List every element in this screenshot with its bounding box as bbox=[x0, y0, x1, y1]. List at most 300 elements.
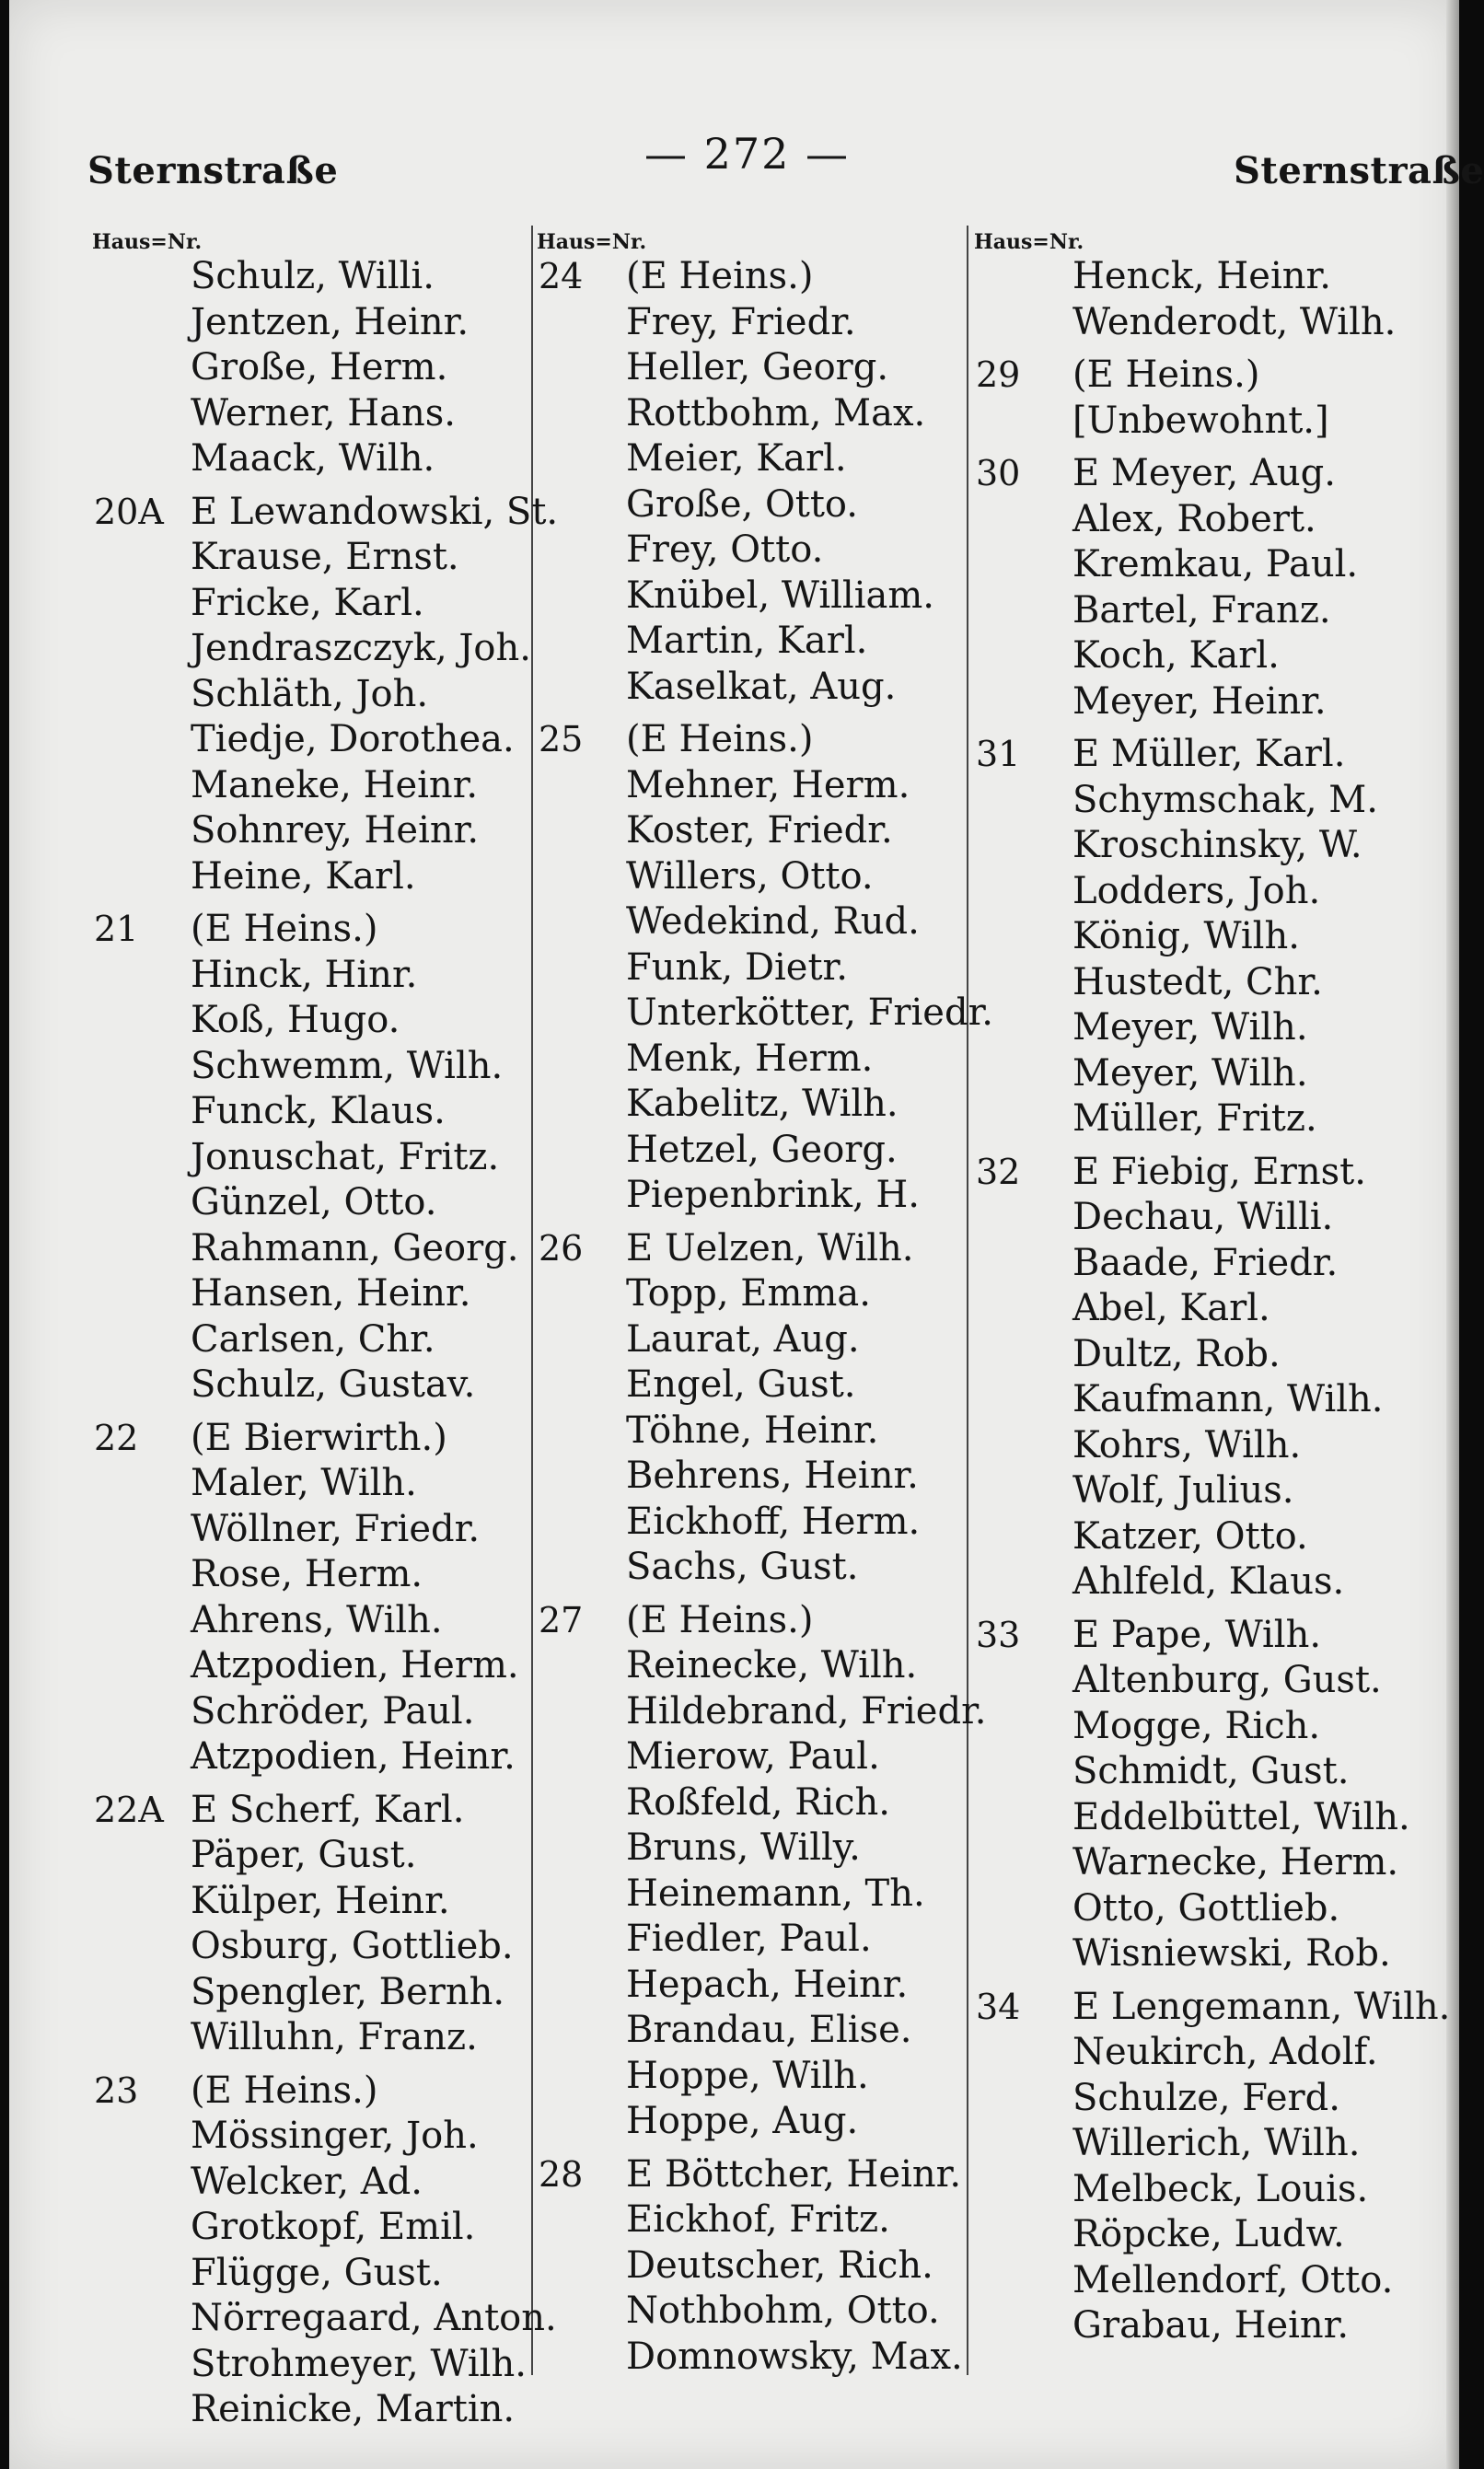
resident-name: Menk, Herm. bbox=[626, 1037, 874, 1080]
directory-entry bbox=[976, 1704, 1455, 1750]
directory-entry bbox=[976, 2212, 1455, 2258]
directory-entry bbox=[976, 353, 1455, 399]
entry-gap bbox=[539, 710, 962, 717]
directory-entry bbox=[94, 854, 527, 900]
directory-entry bbox=[94, 1552, 527, 1598]
directory-entry bbox=[94, 2114, 527, 2160]
resident-name: Altenburg, Gust. bbox=[1072, 1659, 1382, 1701]
resident-name: Warnecke, Herm. bbox=[1072, 1841, 1399, 1884]
directory-entry bbox=[539, 1963, 962, 2009]
directory-entry bbox=[94, 1598, 527, 1644]
resident-name: Mössinger, Joh. bbox=[191, 2115, 479, 2157]
resident-name: Koch, Karl. bbox=[1072, 634, 1280, 677]
resident-name: Knübel, William. bbox=[626, 574, 934, 617]
resident-name: Schulz, Gustav. bbox=[191, 1363, 476, 1406]
directory-entry bbox=[539, 1037, 962, 1083]
resident-name: Maack, Wilh. bbox=[191, 437, 435, 480]
resident-name: Koster, Friedr. bbox=[626, 809, 893, 852]
resident-name: Tiedje, Dorothea. bbox=[191, 718, 515, 760]
directory-entry bbox=[976, 300, 1455, 346]
resident-name: Sachs, Gust. bbox=[626, 1546, 859, 1588]
house-number: 27 bbox=[539, 1599, 584, 1640]
resident-name: E Uelzen, Wilh. bbox=[626, 1226, 914, 1269]
directory-entry bbox=[976, 1886, 1455, 1932]
resident-name: Rahmann, Georg. bbox=[191, 1226, 519, 1269]
resident-name: E Müller, Karl. bbox=[1072, 733, 1346, 775]
house-number: 29 bbox=[976, 354, 1021, 395]
directory-entry bbox=[976, 254, 1455, 300]
directory-entry bbox=[539, 808, 962, 854]
resident-name: Hoppe, Aug. bbox=[626, 2100, 859, 2142]
house-number: 24 bbox=[539, 256, 584, 296]
house-number: 32 bbox=[976, 1151, 1021, 1192]
entry-gap bbox=[539, 1591, 962, 1598]
resident-name: Hustedt, Chr. bbox=[1072, 960, 1323, 1003]
directory-entry bbox=[539, 717, 962, 763]
directory-entry bbox=[976, 1051, 1455, 1097]
entry-gap bbox=[976, 724, 1455, 732]
resident-name: Maler, Wilh. bbox=[191, 1462, 417, 1504]
resident-name: Mellendorf, Otto. bbox=[1072, 2258, 1394, 2301]
directory-entry bbox=[539, 2008, 962, 2054]
resident-name: Wolf, Julius. bbox=[1072, 1469, 1294, 1512]
resident-name: Alex, Robert. bbox=[1072, 497, 1316, 540]
directory-entry bbox=[976, 1096, 1455, 1142]
resident-name: Martin, Karl. bbox=[626, 620, 868, 662]
column-divider bbox=[967, 226, 968, 2375]
resident-name: Meyer, Wilh. bbox=[1072, 1006, 1308, 1049]
resident-name: (E Heins.) bbox=[191, 908, 378, 950]
resident-name: Eickhof, Fritz. bbox=[626, 2198, 890, 2241]
directory-entry bbox=[976, 1931, 1455, 1977]
resident-name: [Unbewohnt.] bbox=[1072, 399, 1329, 442]
directory-entry bbox=[94, 535, 527, 581]
resident-name: Behrens, Heinr. bbox=[626, 1455, 919, 1497]
directory-entry bbox=[94, 1734, 527, 1780]
entry-gap bbox=[976, 345, 1455, 353]
resident-name: Werner, Hans. bbox=[191, 391, 456, 435]
resident-name: Krause, Ernst. bbox=[191, 536, 459, 578]
resident-name: Töhne, Heinr. bbox=[626, 1408, 879, 1452]
directory-entry bbox=[976, 1985, 1455, 2031]
directory-entry bbox=[539, 1408, 962, 1455]
resident-name: E Meyer, Aug. bbox=[1072, 452, 1336, 494]
resident-name: Atzpodien, Herm. bbox=[191, 1644, 519, 1687]
directory-entry bbox=[539, 1226, 962, 1272]
resident-name: E Lengemann, Wilh. bbox=[1072, 1985, 1451, 2028]
resident-name: Wöllner, Friedr. bbox=[191, 1507, 481, 1550]
directory-entry bbox=[976, 399, 1455, 445]
resident-name: Schulz, Willi. bbox=[191, 255, 435, 297]
page-number: — 272 — bbox=[644, 129, 851, 179]
column-header: Haus=Nr. bbox=[537, 230, 647, 254]
resident-name: Henck, Heinr. bbox=[1072, 255, 1331, 297]
resident-name: Eddelbüttel, Wilh. bbox=[1072, 1795, 1410, 1838]
directory-entry bbox=[94, 2205, 527, 2251]
resident-name: König, Wilh. bbox=[1072, 915, 1300, 957]
directory-entry bbox=[976, 1377, 1455, 1423]
resident-name: Abel, Karl. bbox=[1072, 1287, 1270, 1329]
directory-entry bbox=[976, 732, 1455, 778]
resident-name: Rose, Herm. bbox=[191, 1553, 423, 1595]
house-number: 20A bbox=[94, 491, 164, 532]
resident-name: Domnowsky, Max. bbox=[626, 2335, 963, 2378]
resident-name: (E Bierwirth.) bbox=[191, 1416, 447, 1459]
directory-entry bbox=[976, 1241, 1455, 1287]
entry-gap bbox=[539, 2145, 962, 2152]
resident-name: Kroschinsky, W. bbox=[1072, 824, 1362, 866]
entry-gap bbox=[94, 2061, 527, 2069]
resident-name: Schulze, Ferd. bbox=[1072, 2076, 1340, 2119]
resident-name: Sohnrey, Heinr. bbox=[191, 809, 480, 852]
directory-entry bbox=[539, 665, 962, 711]
resident-name: E Pape, Wilh. bbox=[1072, 1613, 1322, 1656]
resident-name: Maneke, Heinr. bbox=[191, 763, 479, 806]
directory-entry bbox=[976, 1423, 1455, 1469]
directory-entry bbox=[94, 1879, 527, 1925]
resident-name: Nothbohm, Otto. bbox=[626, 2289, 940, 2332]
resident-name: Willers, Otto. bbox=[626, 854, 874, 898]
directory-entry bbox=[539, 1826, 962, 1872]
resident-name: (E Heins.) bbox=[1072, 354, 1260, 396]
directory-entry bbox=[976, 1468, 1455, 1514]
resident-name: Frey, Friedr. bbox=[626, 300, 856, 343]
directory-entry bbox=[94, 2342, 527, 2388]
resident-name: Kaufmann, Wilh. bbox=[1072, 1378, 1384, 1420]
house-number: 22A bbox=[94, 1789, 164, 1830]
directory-entry bbox=[539, 991, 994, 1037]
house-number: 30 bbox=[976, 453, 1021, 493]
resident-name: Kohrs, Wilh. bbox=[1072, 1423, 1302, 1466]
directory-entry bbox=[94, 1089, 527, 1135]
resident-name: Ahlfeld, Klaus. bbox=[1072, 1560, 1345, 1603]
directory-entry bbox=[94, 1643, 527, 1689]
resident-name: Bruns, Willy. bbox=[626, 1826, 861, 1869]
resident-name: Kremkau, Paul. bbox=[1072, 543, 1359, 585]
directory-entry bbox=[94, 1924, 527, 1970]
directory-entry bbox=[539, 2054, 962, 2100]
directory-entry bbox=[976, 2076, 1455, 2122]
resident-name: Mogge, Rich. bbox=[1072, 1704, 1321, 1747]
directory-entry bbox=[94, 1970, 527, 2016]
directory-entry bbox=[539, 482, 962, 528]
resident-name: Fiedler, Paul. bbox=[626, 1918, 872, 1960]
running-head-left: Sternstraße bbox=[87, 149, 339, 192]
resident-name: Funck, Klaus. bbox=[191, 1090, 446, 1132]
directory-entry bbox=[976, 1795, 1455, 1841]
resident-name: Schymschak, M. bbox=[1072, 778, 1378, 821]
resident-name: (E Heins.) bbox=[191, 2069, 378, 2112]
directory-entry bbox=[976, 497, 1455, 543]
directory-entry bbox=[976, 823, 1455, 869]
resident-name: Laurat, Aug. bbox=[626, 1317, 860, 1361]
directory-entry bbox=[94, 2296, 557, 2342]
directory-entry bbox=[976, 1840, 1455, 1886]
directory-entry bbox=[539, 574, 962, 620]
house-number: 23 bbox=[94, 2069, 139, 2111]
directory-entry bbox=[94, 254, 527, 300]
directory-entry bbox=[539, 1689, 987, 1735]
resident-name: Kaselkat, Aug. bbox=[626, 665, 897, 708]
directory-entry bbox=[94, 1044, 527, 1090]
directory-entry bbox=[94, 672, 527, 718]
directory-entry bbox=[94, 2015, 527, 2061]
resident-name: Carlsen, Chr. bbox=[191, 1317, 435, 1361]
resident-name: Günzel, Otto. bbox=[191, 1181, 437, 1223]
resident-name: Brandau, Elise. bbox=[626, 2009, 912, 2051]
directory-entry bbox=[94, 1788, 527, 1834]
directory-entry bbox=[94, 490, 559, 536]
resident-name: Große, Herm. bbox=[191, 346, 448, 388]
entry-gap bbox=[539, 1219, 962, 1226]
resident-name: (E Heins.) bbox=[626, 255, 814, 297]
entry-gap bbox=[976, 1977, 1455, 1985]
directory-entry bbox=[976, 1150, 1455, 1196]
directory-entry bbox=[539, 254, 962, 300]
resident-name: E Scherf, Karl. bbox=[191, 1788, 465, 1831]
directory-entry bbox=[94, 1226, 527, 1272]
resident-name: Neukirch, Adolf. bbox=[1072, 2031, 1378, 2073]
resident-name: Heller, Georg. bbox=[626, 346, 889, 388]
directory-entry bbox=[539, 619, 962, 665]
resident-name: Deutscher, Rich. bbox=[626, 2243, 933, 2287]
resident-name: (E Heins.) bbox=[626, 1598, 814, 1641]
directory-entry bbox=[539, 527, 962, 574]
directory-entry bbox=[94, 391, 527, 437]
directory-entry bbox=[539, 1500, 962, 1546]
resident-name: Hinck, Hinr. bbox=[191, 953, 418, 996]
directory-entry bbox=[976, 2303, 1455, 2349]
column-header: Haus=Nr. bbox=[974, 230, 1084, 254]
directory-entry bbox=[976, 679, 1455, 725]
directory-entry bbox=[976, 2258, 1455, 2304]
directory-entry bbox=[976, 869, 1455, 915]
resident-name: (E Heins.) bbox=[626, 718, 814, 760]
resident-name: Koß, Hugo. bbox=[191, 999, 400, 1041]
directory-entry bbox=[976, 1286, 1455, 1332]
resident-name: Ahrens, Wilh. bbox=[191, 1598, 443, 1641]
directory-entry bbox=[539, 391, 962, 437]
house-number: 26 bbox=[539, 1227, 584, 1269]
directory-entry bbox=[976, 2030, 1455, 2076]
column-right bbox=[976, 230, 1455, 2349]
directory-entry bbox=[94, 953, 527, 999]
entry-gap bbox=[94, 1408, 527, 1416]
directory-entry bbox=[94, 1135, 527, 1181]
directory-entry bbox=[976, 2121, 1455, 2167]
resident-name: Fricke, Karl. bbox=[191, 581, 424, 624]
resident-name: Hansen, Heinr. bbox=[191, 1272, 471, 1315]
resident-name: Reinecke, Wilh. bbox=[626, 1644, 918, 1687]
directory-entry bbox=[976, 1332, 1455, 1378]
resident-name: Nörregaard, Anton. bbox=[191, 2297, 557, 2339]
directory-entry bbox=[539, 436, 962, 482]
resident-name: Wisniewski, Rob. bbox=[1072, 1932, 1391, 1975]
directory-entry bbox=[976, 542, 1455, 588]
directory-entry bbox=[94, 1362, 527, 1408]
directory-entry bbox=[94, 345, 527, 391]
resident-name: Willuhn, Franz. bbox=[191, 2016, 478, 2058]
directory-entry bbox=[539, 300, 962, 346]
directory-entry bbox=[539, 899, 962, 945]
directory-entry bbox=[94, 436, 527, 482]
resident-name: Meyer, Heinr. bbox=[1072, 679, 1327, 723]
column-middle bbox=[537, 230, 994, 2380]
entry-gap bbox=[976, 1142, 1455, 1150]
directory-entry bbox=[976, 1658, 1455, 1704]
entry-gap bbox=[976, 1605, 1455, 1613]
directory-entry bbox=[539, 1917, 962, 1963]
directory-entry bbox=[539, 1780, 962, 1826]
directory-page bbox=[9, 0, 1484, 2469]
directory-entry bbox=[94, 1416, 527, 1462]
resident-name: Osburg, Gottlieb. bbox=[191, 1925, 514, 1967]
entry-gap bbox=[94, 482, 527, 490]
resident-name: Willerich, Wilh. bbox=[1072, 2122, 1361, 2164]
house-number: 34 bbox=[976, 1986, 1021, 2027]
directory-entry bbox=[94, 1271, 527, 1317]
directory-entry bbox=[976, 588, 1455, 634]
directory-entry bbox=[539, 2335, 962, 2381]
resident-name: Spengler, Bernh. bbox=[191, 1970, 505, 2013]
directory-entry bbox=[976, 914, 1455, 960]
resident-name: Grabau, Heinr. bbox=[1072, 2304, 1350, 2347]
directory-entry bbox=[539, 1454, 962, 1500]
resident-name: Grotkopf, Emil. bbox=[191, 2206, 476, 2248]
entry-gap bbox=[94, 899, 527, 907]
directory-entry bbox=[539, 1317, 962, 1363]
directory-entry bbox=[976, 1559, 1455, 1605]
resident-name: Welcker, Ad. bbox=[191, 2160, 423, 2203]
resident-name: Topp, Emma. bbox=[626, 1272, 871, 1315]
resident-name: Jentzen, Heinr. bbox=[191, 300, 470, 343]
resident-name: Külper, Heinr. bbox=[191, 1879, 450, 1922]
resident-name: Heinemann, Th. bbox=[626, 1872, 925, 1915]
directory-entry bbox=[976, 1613, 1455, 1659]
resident-name: Müller, Fritz. bbox=[1072, 1097, 1317, 1140]
resident-name: Jonuschat, Fritz. bbox=[191, 1135, 500, 1178]
directory-entry bbox=[976, 1005, 1455, 1051]
directory-entry bbox=[976, 960, 1455, 1006]
directory-entry bbox=[539, 2152, 962, 2198]
resident-name: Wenderodt, Wilh. bbox=[1072, 300, 1397, 343]
resident-name: Strohmeyer, Wilh. bbox=[191, 2342, 527, 2385]
house-number: 25 bbox=[539, 719, 584, 759]
directory-entry bbox=[94, 2069, 527, 2115]
resident-name: Reinicke, Martin. bbox=[191, 2388, 516, 2430]
column-divider bbox=[531, 226, 533, 2375]
resident-name: Wedekind, Rud. bbox=[626, 900, 920, 943]
resident-name: Atzpodien, Heinr. bbox=[191, 1735, 516, 1778]
resident-name: Hetzel, Georg. bbox=[626, 1128, 898, 1171]
directory-entry bbox=[94, 2160, 527, 2206]
directory-entry bbox=[94, 1461, 527, 1507]
directory-entry bbox=[539, 763, 962, 809]
resident-name: Päper, Gust. bbox=[191, 1834, 417, 1876]
resident-name: Melbeck, Louis. bbox=[1072, 2167, 1369, 2210]
directory-entry bbox=[94, 1180, 527, 1226]
house-number: 31 bbox=[976, 734, 1021, 774]
resident-name: Mierow, Paul. bbox=[626, 1735, 880, 1778]
directory-entry bbox=[539, 2197, 962, 2243]
directory-entry bbox=[539, 1545, 962, 1591]
resident-name: Flügge, Gust. bbox=[191, 2251, 443, 2294]
directory-entry bbox=[976, 1195, 1455, 1241]
directory-entry bbox=[539, 1271, 962, 1317]
resident-name: Funk, Dietr. bbox=[626, 945, 848, 989]
directory-entry bbox=[539, 1598, 962, 1644]
directory-entry bbox=[539, 345, 962, 391]
directory-entry bbox=[539, 1082, 962, 1128]
directory-entry bbox=[94, 763, 527, 809]
directory-entry bbox=[539, 1734, 962, 1780]
resident-name: Lodders, Joh. bbox=[1072, 869, 1321, 912]
directory-entry bbox=[539, 945, 962, 991]
directory-entry bbox=[976, 1514, 1455, 1560]
directory-entry bbox=[94, 2251, 527, 2297]
resident-name: Große, Otto. bbox=[626, 482, 859, 526]
house-number: 28 bbox=[539, 2153, 584, 2195]
directory-entry bbox=[94, 2387, 527, 2433]
directory-entry bbox=[94, 626, 531, 672]
directory-entry bbox=[94, 998, 527, 1044]
directory-entry bbox=[976, 2167, 1455, 2213]
resident-name: Schröder, Paul. bbox=[191, 1689, 475, 1733]
resident-name: Katzer, Otto. bbox=[1072, 1514, 1308, 1558]
resident-name: Hepach, Heinr. bbox=[626, 1963, 909, 2006]
resident-name: Baade, Friedr. bbox=[1072, 1241, 1339, 1284]
directory-entry bbox=[976, 778, 1455, 824]
resident-name: Dultz, Rob. bbox=[1072, 1332, 1281, 1375]
resident-name: Jendraszczyk, Joh. bbox=[191, 627, 531, 669]
directory-entry bbox=[94, 300, 527, 346]
resident-name: Meyer, Wilh. bbox=[1072, 1051, 1308, 1095]
directory-entry bbox=[539, 2243, 962, 2289]
resident-name: Hoppe, Wilh. bbox=[626, 2054, 869, 2097]
directory-entry bbox=[94, 581, 527, 627]
resident-name: E Fiebig, Ernst. bbox=[1072, 1150, 1366, 1193]
resident-name: Schwemm, Wilh. bbox=[191, 1044, 504, 1087]
directory-entry bbox=[539, 854, 962, 900]
resident-name: Hildebrand, Friedr. bbox=[626, 1689, 987, 1733]
house-number: 21 bbox=[94, 909, 139, 949]
directory-entry bbox=[94, 717, 527, 763]
directory-entry bbox=[94, 808, 527, 854]
resident-name: Heine, Karl. bbox=[191, 854, 416, 898]
directory-entry bbox=[539, 1173, 962, 1219]
directory-entry bbox=[976, 451, 1455, 497]
directory-entry bbox=[539, 1643, 962, 1689]
house-number: 33 bbox=[976, 1614, 1021, 1655]
directory-entry bbox=[539, 1128, 962, 1174]
entry-gap bbox=[976, 444, 1455, 451]
resident-name: Otto, Gottlieb. bbox=[1072, 1886, 1340, 1930]
directory-entry bbox=[94, 1317, 527, 1363]
resident-name: Röpcke, Ludw. bbox=[1072, 2213, 1345, 2255]
resident-name: Schmidt, Gust. bbox=[1072, 1750, 1350, 1792]
resident-name: Piepenbrink, H. bbox=[626, 1174, 920, 1216]
house-number: 22 bbox=[94, 1417, 139, 1458]
entry-gap bbox=[94, 1780, 527, 1788]
running-head-right: Sternstraße bbox=[1234, 149, 1484, 192]
resident-name: Eickhoff, Herm. bbox=[626, 1500, 921, 1543]
resident-name: Rottbohm, Max. bbox=[626, 391, 926, 435]
directory-entry bbox=[94, 1689, 527, 1735]
directory-entry bbox=[539, 1872, 962, 1918]
directory-entry bbox=[94, 907, 527, 953]
resident-name: Unterkötter, Friedr. bbox=[626, 991, 994, 1034]
directory-entry bbox=[976, 633, 1455, 679]
